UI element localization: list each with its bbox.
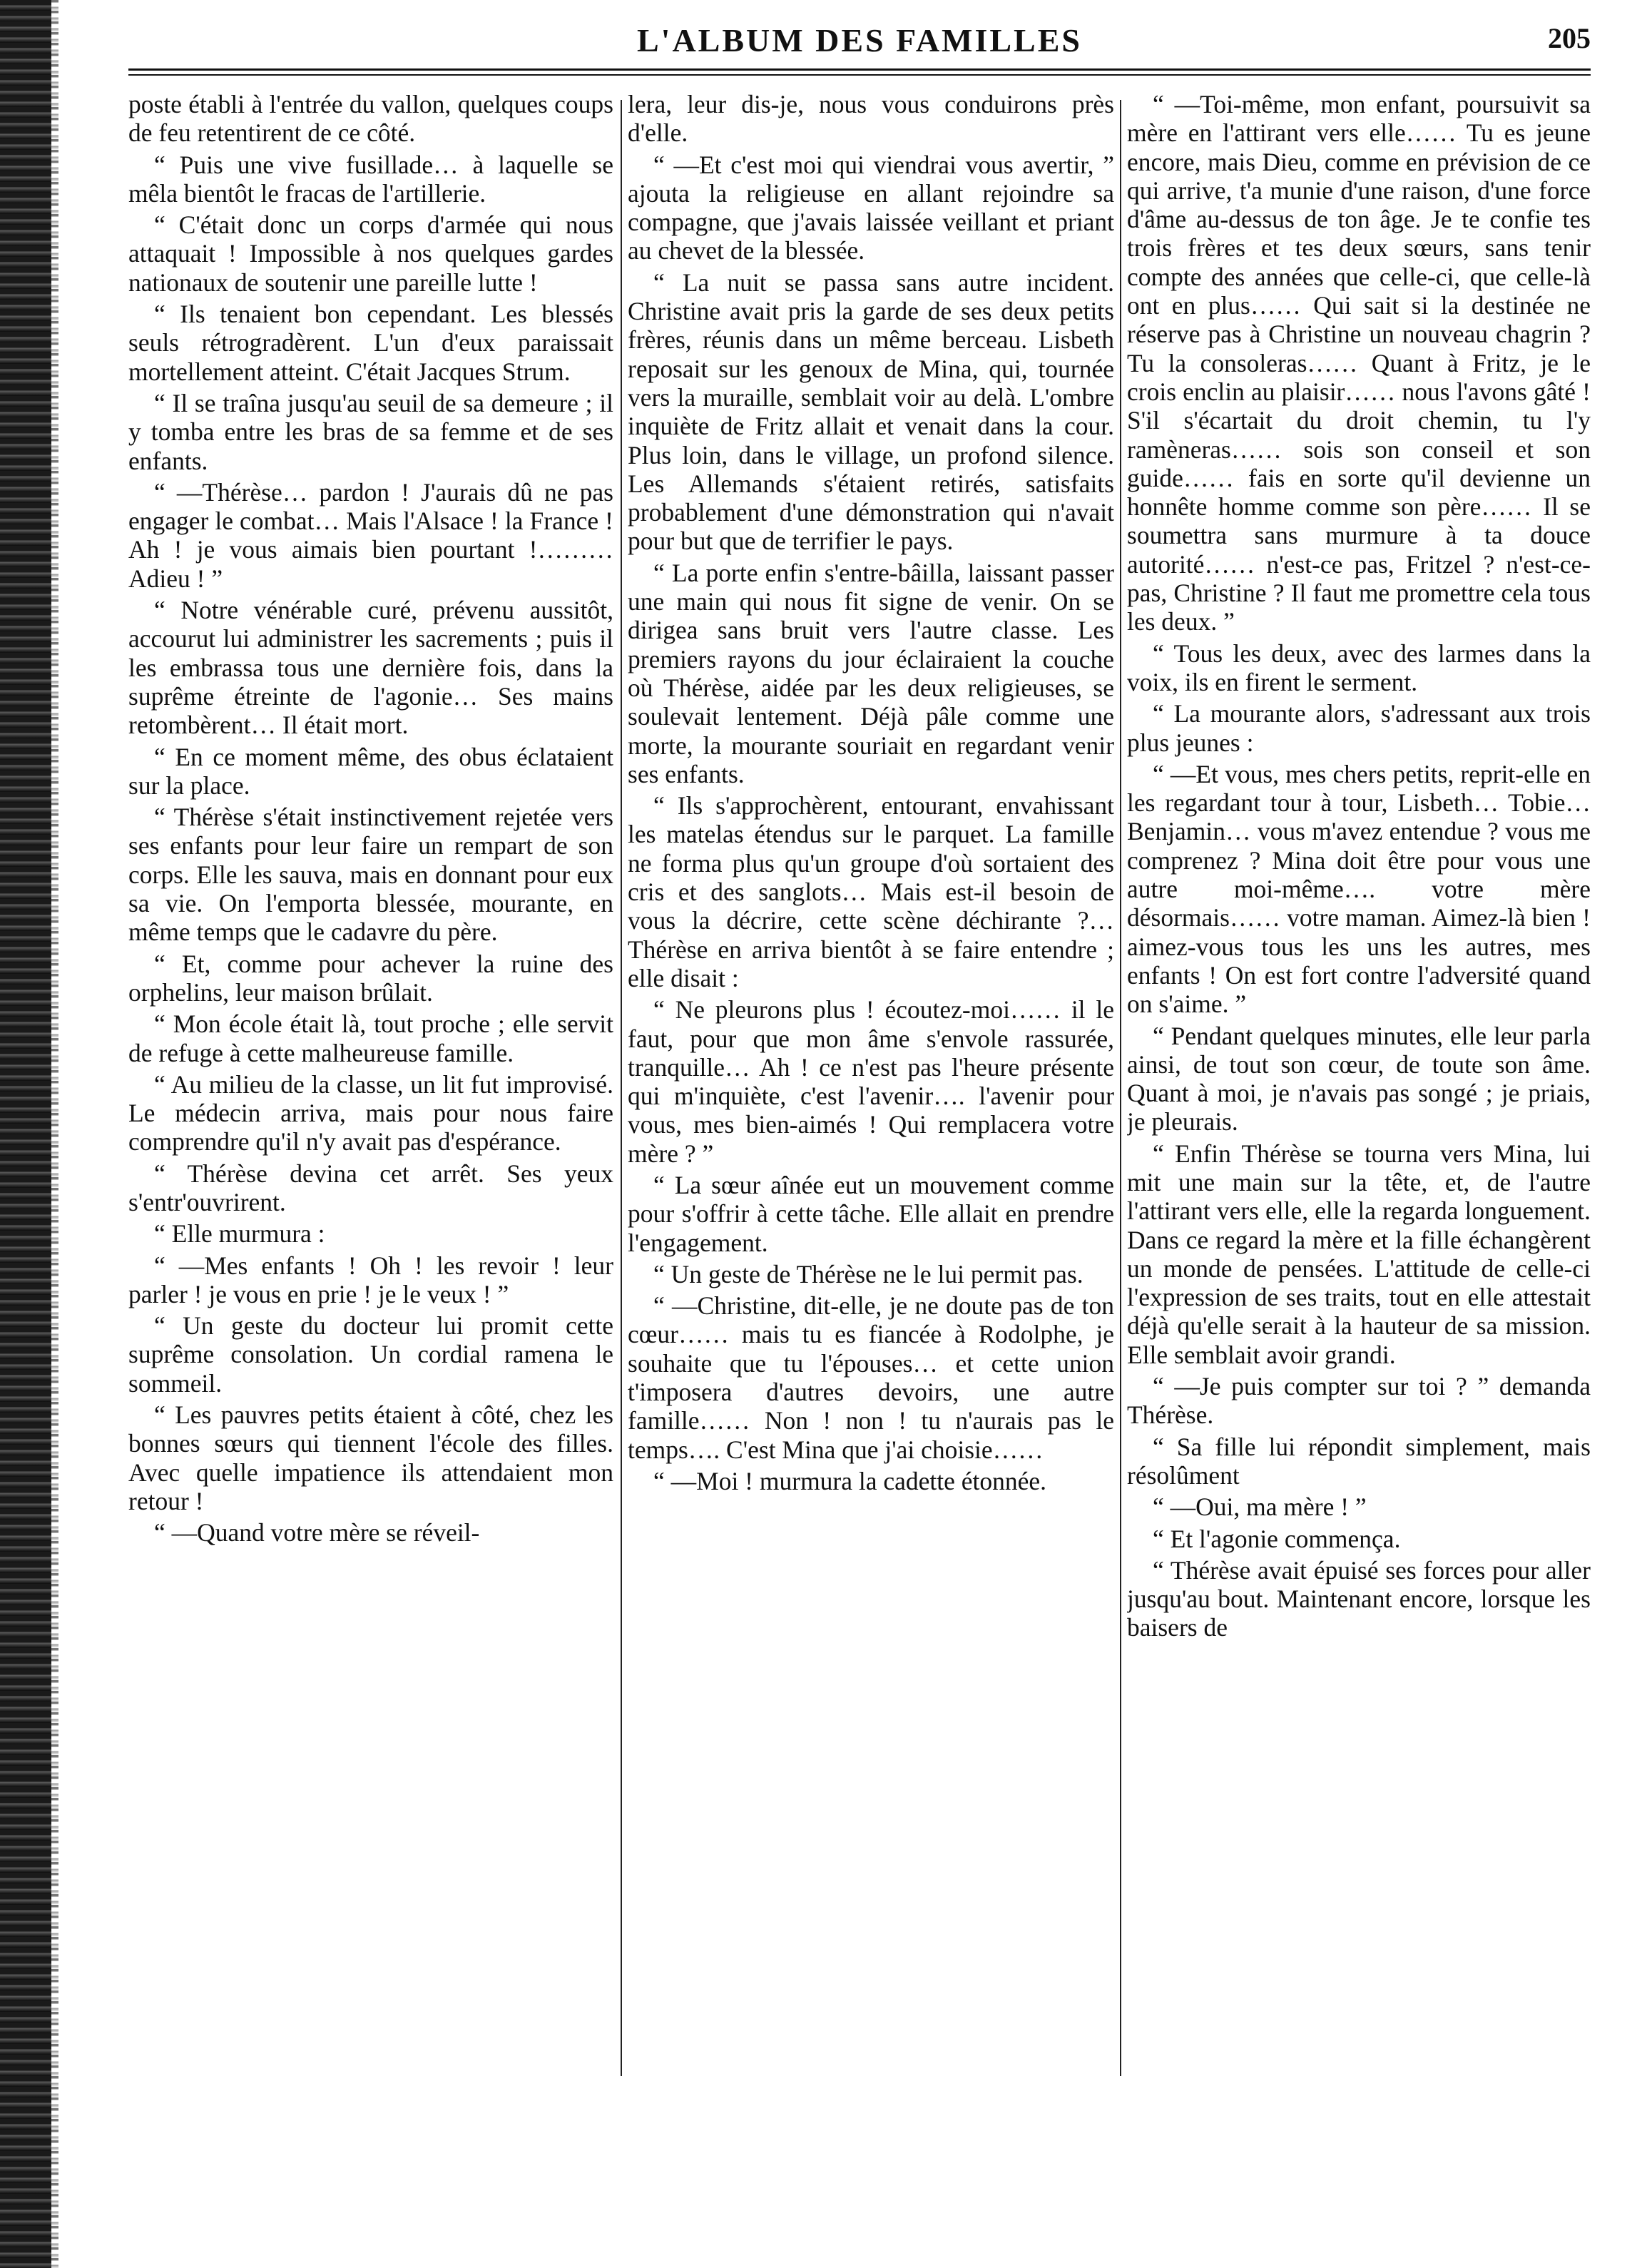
paragraph: “ Pendant quelques minutes, elle leur parla ainsi, de tout son cœur, de toute son âme. Quant à moi, je n'avais pas songé ; je priais, je pleurais. [1127,1021,1591,1136]
paragraph: “ La mourante alors, s'adressant aux trois plus jeunes : [1127,699,1591,757]
paragraph: “ —Oui, ma mère ! ” [1153,1492,1367,1522]
paragraph: “ Notre vénérable curé, prévenu aussitôt, accourut lui administrer les sacrements ; puis il les embrassa tous une dernière fois, dans la suprême étreinte de l'agonie… Ses mains retombèrent… Il était mort. [128,596,613,740]
column-divider [621,100,622,2076]
binding-stitching [51,0,58,2268]
paragraph: “ Thérèse devina cet arrêt. Ses yeux s'entr'ouvrirent. [128,1159,613,1216]
paragraph: lera, leur dis-je, nous vous conduirons près d'elle. [628,90,1114,148]
paragraph: poste établi à l'entrée du vallon, quelques coups de feu retentirent de ce côté. [128,90,613,148]
paragraph: “ Ils s'approchèrent, entourant, envahissant les matelas étendus sur le parquet. La famille ne forma plus qu'un groupe d'où sortaient des cris et des sanglots… Mais est-il besoin de vous la décrire, cette scène déchirante ?… Thérèse en arriva bientôt à se faire entendre ; elle disait : [628,791,1114,992]
paragraph: “ Un geste du docteur lui promit cette suprême consolation. Un cordial ramena le sommeil. [128,1311,613,1398]
paragraph: “ Les pauvres petits étaient à côté, chez les bonnes sœurs qui tiennent l'école des filles. Avec quelle impatience ils attendaient mon retour ! [128,1400,613,1515]
header-rule [128,68,1591,71]
paragraph: “ Elle murmura : [154,1219,325,1249]
paragraph: “ Ils tenaient bon cependant. Les blessés seuls rétrogradèrent. L'un d'eux paraissait mortellement atteint. C'était Jacques Strum. [128,300,613,386]
book-binding-edge [0,0,51,2268]
paragraph: “ Thérèse avait épuisé ses forces pour aller jusqu'au bout. Maintenant encore, lorsque les baisers de [1127,1555,1591,1642]
paragraph: “ La sœur aînée eut un mouvement comme pour s'offrir à cette tâche. Elle allait en prendre l'engagement. [628,1170,1114,1257]
paragraph: “ Et, comme pour achever la ruine des orphelins, leur maison brûlait. [128,949,613,1007]
paragraph: “ C'était donc un corps d'armée qui nous attaquait ! Impossible à nos quelques gardes nationaux de soutenir une pareille lutte ! [128,210,613,297]
page-header [128,17,1591,67]
paragraph: “ —Moi ! murmura la cadette étonnée. [653,1466,1047,1495]
paragraph: “ En ce moment même, des obus éclataient sur la place. [128,742,613,800]
paragraph: “ —Toi-même, mon enfant, poursuivit sa mère en l'attirant vers elle…… Tu es jeune encore, mais Dieu, comme en prévision de ce qui arrive, t'a munie d'une raison, d'une force d'âme au-dessus de ton âge. Je te confie tes trois frères et tes deux sœurs, sans tenir compte des années que celle-ci, que celle-là ont en plus…… Qui sait si la destinée ne réserve pas à Christine un nouveau chagrin ? Tu la consoleras…… Quant à Fritz, je le crois enclin au plaisir…… nous l'avons gâté ! S'il s'écartait du droit chemin, tu l'y ramèneras…… sois son conseil et son guide…… fais en sorte qu'il devienne un honnête homme comme son père…… Il se soumettra sans murmure à ta douce autorité…… n'est-ce pas, Fritzel ? n'est-ce-pas, Christine ? Il faut me promettre cela tous les deux. ” [1127,90,1591,636]
paragraph: “ Un geste de Thérèse ne le lui permit pas. [653,1259,1083,1288]
paragraph: “ —Thérèse… pardon ! J'aurais dû ne pas engager le combat… Mais l'Alsace ! la France ! Ah ! je vous aimais bien pourtant !……… Adieu ! ” [128,477,613,593]
paragraph: “ —Et vous, mes chers petits, reprit-elle en les regardant tour à tour, Lisbeth… Tobie… Benjamin… vous m'avez entendue ? vous me comprenez ? Mina doit être pour vous une autre moi-même…. votre mère désormais…… votre maman. Aimez-là bien ! aimez-vous tous les uns les autres, mes enfants ! On est fort contre l'adversité quand on s'aime. ” [1127,759,1591,1019]
paragraph: “ —Quand votre mère se réveil- [154,1518,480,1547]
paragraph: “ La nuit se passa sans autre incident. Christine avait pris la garde de ses deux petits frères, réunis dans un même berceau. Lisbeth reposait sur les genoux de Mina, qui, tournée vers la muraille, semblait voir au delà. L'ombre inquiète de Fritz allait et venait dans la cour. Plus loin, dans le village, un profond silence. Les Allemands s'étaient retirés, satisfaits probablement d'une démonstration qui n'avait pour but que de terrifier le pays. [628,268,1114,556]
paragraph: “ Puis une vive fusillade… à laquelle se mêla bientôt le fracas de l'artillerie. [128,150,613,208]
text-column-2 [628,90,1114,2202]
text-column-3 [1127,90,1591,2202]
paragraph: “ La porte enfin s'entre-bâilla, laissant passer une main qui nous fit signe de venir. On se dirigea sans bruit vers l'autre classe. Les premiers rayons du jour éclairaient la couche où Thérèse, aidée par les deux religieuses, se soulevait lentement. Déjà pâle comme une morte, la mourante souriait en regardant venir ses enfants. [628,558,1114,788]
paragraph: “ —Christine, dit-elle, je ne doute pas de ton cœur…… mais tu es fiancée à Rodolphe, je souhaite que tu l'épouses… et cette union t'imposera d'autres devoirs, une autre famille…… Non ! non ! tu n'aurais pas le temps…. C'est Mina que j'ai choisie…… [628,1291,1114,1464]
paragraph: “ Au milieu de la classe, un lit fut improvisé. Le médecin arriva, mais pour nous faire comprendre qu'il n'y avait pas d'espérance. [128,1069,613,1156]
paragraph: “ Et l'agonie commença. [1153,1524,1401,1553]
running-title: L'ALBUM DES FAMILLES [636,22,1083,59]
paragraph: “ Sa fille lui répondit simplement, mais résolûment [1127,1432,1591,1490]
paragraph: “ Il se traîna jusqu'au seuil de sa demeure ; il y tomba entre les bras de sa femme et de ses enfants. [128,388,613,475]
paragraph: “ Mon école était là, tout proche ; elle servit de refuge à cette malheureuse famille. [128,1010,613,1067]
paragraph: “ Thérèse s'était instinctivement rejetée vers ses enfants pour leur faire un rempart de son corps. Elle les sauva, mais en donnant pour eux sa vie. On l'emporta blessée, mourante, en même temps que le cadavre du père. [128,803,613,947]
paragraph: “ —Et c'est moi qui viendrai vous avertir, ” ajouta la religieuse en allant rejoindre sa compagne, que j'avais laissée veillant et priant au chevet de la blessée. [628,150,1114,265]
paragraph: “ Ne pleurons plus ! écoutez-moi…… il le faut, pour que mon âme s'envole rassurée, tranquille… Ah ! ce n'est pas l'heure présente qui m'inquiète, c'est l'avenir…. l'avenir pour vous, mes bien-aimés ! Qui remplacera votre mère ? ” [628,995,1114,1168]
page-number: 205 [1548,22,1591,54]
header-rule-thin [128,74,1591,76]
paragraph: “ Tous les deux, avec des larmes dans la voix, ils en firent le serment. [1127,639,1591,696]
text-column-1 [128,90,613,2202]
paragraph: “ Enfin Thérèse se tourna vers Mina, lui mit une main sur la tête, et, de l'autre l'attirant vers elle, elle la regarda longuement. Dans ce regard la mère et la fille échangèrent un monde de pensées. L'attitude de celle-ci l'expression de ses traits, tout en elle attestait déjà qu'elle serait à la hauteur de sa mission. Elle semblait avoir grandi. [1127,1139,1591,1369]
paragraph: “ —Je puis compter sur toi ? ” demanda Thérèse. [1127,1372,1591,1430]
column-divider [1120,100,1121,2076]
paragraph: “ —Mes enfants ! Oh ! les revoir ! leur parler ! je vous en prie ! je le veux ! ” [128,1251,613,1308]
